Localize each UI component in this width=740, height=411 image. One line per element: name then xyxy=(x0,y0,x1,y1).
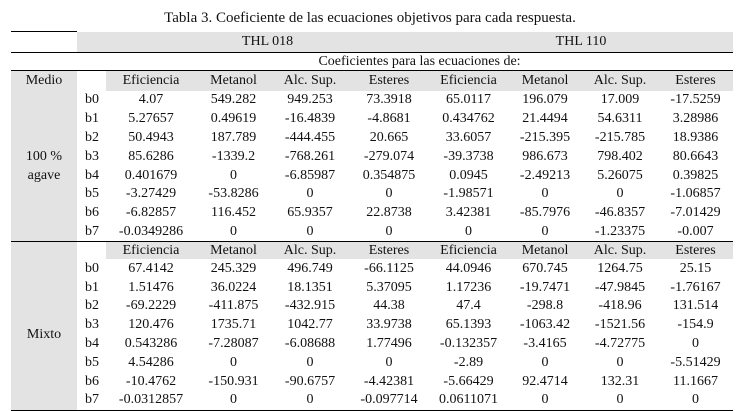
table-cell: -0.132357 xyxy=(439,335,498,351)
table-cell: 22.8738 xyxy=(366,205,412,221)
table-cell: -1.23375 xyxy=(594,223,646,239)
table-cell: 11.1667 xyxy=(673,373,718,389)
header-blank xyxy=(77,71,106,92)
table-cell: 116.452 xyxy=(211,205,256,221)
table-cell: 0 xyxy=(385,354,393,370)
section-label xyxy=(11,91,77,242)
table-cell: 187.789 xyxy=(210,129,257,145)
table-cell: -0.0312857 xyxy=(106,391,196,410)
table-row xyxy=(11,223,733,242)
group-header-thl110: THL 110 xyxy=(429,32,733,53)
table-cell: -90.6757 xyxy=(284,373,336,389)
table-cell: 4.07 xyxy=(138,92,164,108)
table-cell: -3.27429 xyxy=(125,186,177,202)
table-cell: -7.01429 xyxy=(670,205,721,221)
table-cell: -150.931 xyxy=(208,373,259,389)
term-label: b6 xyxy=(85,205,99,221)
header-blank xyxy=(77,242,106,260)
table-cell: -2.49213 xyxy=(519,167,571,183)
table-cell: 0 xyxy=(230,167,237,183)
term-label: b2 xyxy=(85,129,99,145)
term-label: b4 xyxy=(85,167,99,183)
table-cell: 44.0946 xyxy=(445,260,492,276)
table-cell: 549.282 xyxy=(210,92,257,108)
table-cell: -1339.2 xyxy=(211,148,256,164)
table-cell: -4.72775 xyxy=(594,335,646,351)
column-header-row xyxy=(11,71,733,92)
column-header: Metanol xyxy=(196,71,271,92)
table-cell: 3.42381 xyxy=(445,205,492,221)
table-row xyxy=(11,147,733,166)
table-cell: -53.8286 xyxy=(208,186,259,202)
table-cell: 0 xyxy=(306,186,314,202)
table-cell: 73.3918 xyxy=(366,92,412,108)
column-header: Eficiencia xyxy=(429,71,508,92)
table-cell: -2.89 xyxy=(453,354,484,370)
table-cell: 0.39825 xyxy=(672,167,719,183)
table-cell: -0.0349286 xyxy=(118,223,184,239)
table-cell: 120.476 xyxy=(128,317,174,333)
table-cell: 496.749 xyxy=(287,260,333,276)
table-row xyxy=(11,185,733,204)
table-cell: -5.51429 xyxy=(670,354,721,370)
table-cell: 1042.77 xyxy=(287,317,333,333)
table-cell: 0 xyxy=(306,223,314,239)
table-cell: 92.4714 xyxy=(522,373,568,389)
table-cell: 17.009 xyxy=(600,92,640,108)
table-row xyxy=(11,129,733,148)
table-cell: 1.77496 xyxy=(366,335,412,351)
table-cell: 245.329 xyxy=(210,260,257,276)
table-row xyxy=(11,391,733,410)
term-label: b3 xyxy=(85,317,99,333)
table-cell: 33.6057 xyxy=(445,129,492,145)
table-cell: 25.15 xyxy=(679,260,712,276)
table-cell: 21.4494 xyxy=(522,111,568,127)
coefficient-table xyxy=(11,31,733,411)
table-cell: 80.6643 xyxy=(672,148,719,164)
column-header: Esteres xyxy=(658,242,733,260)
table-row xyxy=(11,91,733,110)
term-label: b1 xyxy=(85,279,99,295)
header-blank xyxy=(77,53,106,71)
table-cell: -215.785 xyxy=(594,129,646,145)
term-label: b7 xyxy=(77,391,106,410)
column-header: Alc. Sup. xyxy=(582,71,658,92)
table-cell: -1.06857 xyxy=(670,186,721,202)
column-header: Metanol xyxy=(196,242,271,260)
table-body xyxy=(11,32,733,411)
table-cell: -7.28087 xyxy=(208,335,259,351)
table-cell: -47.9845 xyxy=(594,279,646,295)
table-row xyxy=(11,297,733,316)
table-cell: 67.4142 xyxy=(128,260,174,276)
section-label-cell xyxy=(11,242,77,260)
table-cell: -1521.56 xyxy=(594,317,646,333)
term-label: b3 xyxy=(85,148,99,164)
term-label: b0 xyxy=(85,92,99,108)
column-header: Eficiencia xyxy=(429,242,508,260)
column-header: Eficiencia xyxy=(106,71,196,92)
table-cell: 798.402 xyxy=(597,148,643,164)
table-cell: 0 xyxy=(582,391,658,410)
table-cell: 0 xyxy=(658,391,733,410)
table-cell: -85.7976 xyxy=(519,205,571,221)
table-cell: 0 xyxy=(306,354,314,370)
table-cell: 0 xyxy=(541,223,549,239)
section-label-line: Mixto xyxy=(26,327,62,343)
table-cell: -6.82857 xyxy=(125,205,177,221)
table-cell: -154.9 xyxy=(677,317,714,333)
header-blank xyxy=(77,32,106,53)
table-cell: -5.66429 xyxy=(443,373,494,389)
table-cell: 0.354875 xyxy=(362,167,416,183)
table-cell: 1264.75 xyxy=(597,260,643,276)
table-cell: 33.9738 xyxy=(366,317,412,333)
table-cell: 0 xyxy=(541,354,549,370)
table-cell: -17.5259 xyxy=(670,92,721,108)
table-cell: 0 xyxy=(692,335,700,351)
table-cell: 0.49619 xyxy=(210,111,257,127)
table-cell: 20.665 xyxy=(369,129,409,145)
table-cell: 1.51476 xyxy=(128,279,174,295)
table-row xyxy=(11,166,733,185)
table-cell: 0 xyxy=(385,186,393,202)
column-header: Alc. Sup. xyxy=(582,242,658,260)
table-cell: 0 xyxy=(541,186,549,202)
term-label: b1 xyxy=(85,111,99,127)
table-cell: -1.76167 xyxy=(670,279,721,295)
table-cell: 0 xyxy=(508,391,582,410)
term-label: b0 xyxy=(85,260,99,276)
table-cell: 949.253 xyxy=(287,92,333,108)
table-cell: -215.395 xyxy=(519,129,571,145)
term-label: b6 xyxy=(85,373,99,389)
table-cell: 0 xyxy=(196,391,271,410)
table-cell: 0 xyxy=(616,186,624,202)
column-header-row xyxy=(11,242,733,260)
table-cell: 36.0224 xyxy=(210,279,257,295)
table-cell: 196.079 xyxy=(522,92,568,108)
table-cell: 65.0117 xyxy=(446,92,491,108)
table-cell: 50.4943 xyxy=(128,129,174,145)
column-header: Eficiencia xyxy=(106,242,196,260)
table-row xyxy=(11,259,733,278)
table-cell: 85.6286 xyxy=(128,148,174,164)
table-row xyxy=(11,316,733,335)
table-cell: 1.17236 xyxy=(445,279,492,295)
table-row xyxy=(11,110,733,129)
column-header: Esteres xyxy=(349,242,429,260)
table-cell: 1735.71 xyxy=(210,317,257,333)
table-cell: -1.98571 xyxy=(443,186,494,202)
term-label: b5 xyxy=(85,354,99,370)
term-label: b5 xyxy=(85,186,99,202)
table-cell: -6.08688 xyxy=(284,335,336,351)
table-cell: 44.38 xyxy=(373,298,405,314)
table-cell: -66.1125 xyxy=(364,260,414,276)
table-row xyxy=(11,353,733,372)
table-row xyxy=(11,204,733,223)
table-cell: -16.4839 xyxy=(284,111,336,127)
column-header: Esteres xyxy=(349,71,429,92)
table-row xyxy=(11,372,733,391)
table-cell: -4.42381 xyxy=(363,373,415,389)
table-row xyxy=(11,335,733,354)
column-header: Metanol xyxy=(508,242,582,260)
table-cell: 65.9357 xyxy=(287,205,333,221)
table-cell: 986.673 xyxy=(522,148,568,164)
section-label xyxy=(11,259,77,410)
table-cell: -69.2229 xyxy=(125,298,177,314)
table-cell: 65.1393 xyxy=(445,317,492,333)
table-cell: -46.8357 xyxy=(594,205,646,221)
table-cell: 132.31 xyxy=(600,373,640,389)
table-cell: 47.4 xyxy=(456,298,481,314)
section-label-line: agave xyxy=(27,168,61,184)
table-row xyxy=(11,278,733,297)
table-cell: 0 xyxy=(230,223,237,239)
section-label-line: 100 % xyxy=(25,149,63,165)
table-cell: 131.514 xyxy=(672,298,719,314)
table-caption: Tabla 3. Coeficiente de las ecuaciones objetivos para cada respuesta. xyxy=(164,10,576,26)
table-cell: 5.26075 xyxy=(597,167,643,183)
table-cell: -279.074 xyxy=(363,148,415,164)
table-cell: 5.37095 xyxy=(366,279,412,295)
table-cell: 54.6311 xyxy=(597,111,643,127)
column-header: Alc. Sup. xyxy=(271,242,349,260)
column-header: Alc. Sup. xyxy=(271,71,349,92)
subheader-row xyxy=(11,53,733,71)
table-cell: 0.0945 xyxy=(449,167,488,183)
table-cell: -1063.42 xyxy=(519,317,571,333)
table-cell: 0 xyxy=(271,391,349,410)
table-cell: -4.8681 xyxy=(367,111,411,127)
table-cell: 3.28986 xyxy=(672,111,719,127)
table-cell: -411.875 xyxy=(208,298,259,314)
table-cell: 0 xyxy=(465,223,473,239)
table-cell: 0 xyxy=(616,354,624,370)
table-cell: 18.9386 xyxy=(672,129,719,145)
column-header: Metanol xyxy=(508,71,582,92)
subheader: Coeficientes para las ecuaciones de: xyxy=(106,53,733,71)
term-label: b4 xyxy=(85,335,99,351)
table-cell: -298.8 xyxy=(526,298,564,314)
table-cell: 0 xyxy=(385,223,393,239)
table-cell: -432.915 xyxy=(284,298,336,314)
table-cell: -0.097714 xyxy=(349,391,429,410)
group-header-thl018: THL 018 xyxy=(106,32,429,53)
table-cell: -19.7471 xyxy=(519,279,571,295)
table-cell: 4.54286 xyxy=(128,354,174,370)
table-cell: 0.0611071 xyxy=(429,391,508,410)
table-cell: 0 xyxy=(230,354,237,370)
table-cell: -10.4762 xyxy=(125,373,177,389)
table-cell: 0.543286 xyxy=(124,335,178,351)
term-label: b2 xyxy=(85,298,99,314)
table-cell: 5.27657 xyxy=(128,111,174,127)
header-blank xyxy=(11,32,77,53)
table-cell: -39.3738 xyxy=(443,148,494,164)
table-cell: 18.1351 xyxy=(287,279,333,295)
table-cell: 0.401679 xyxy=(124,167,178,183)
table-cell: 670.745 xyxy=(522,260,568,276)
medio-label: Medio xyxy=(11,71,77,92)
header-blank xyxy=(11,53,77,71)
table-cell: 0.434762 xyxy=(442,111,495,127)
table-cell: -0.007 xyxy=(677,223,714,239)
table-cell: -418.96 xyxy=(598,298,642,314)
table-cell: -444.455 xyxy=(284,129,336,145)
table-cell: -3.4165 xyxy=(523,335,567,351)
column-header: Esteres xyxy=(658,71,733,92)
group-header-row xyxy=(11,32,733,53)
table-cell: -6.85987 xyxy=(284,167,336,183)
table-cell: -768.261 xyxy=(284,148,336,164)
term-label: b7 xyxy=(85,223,99,239)
